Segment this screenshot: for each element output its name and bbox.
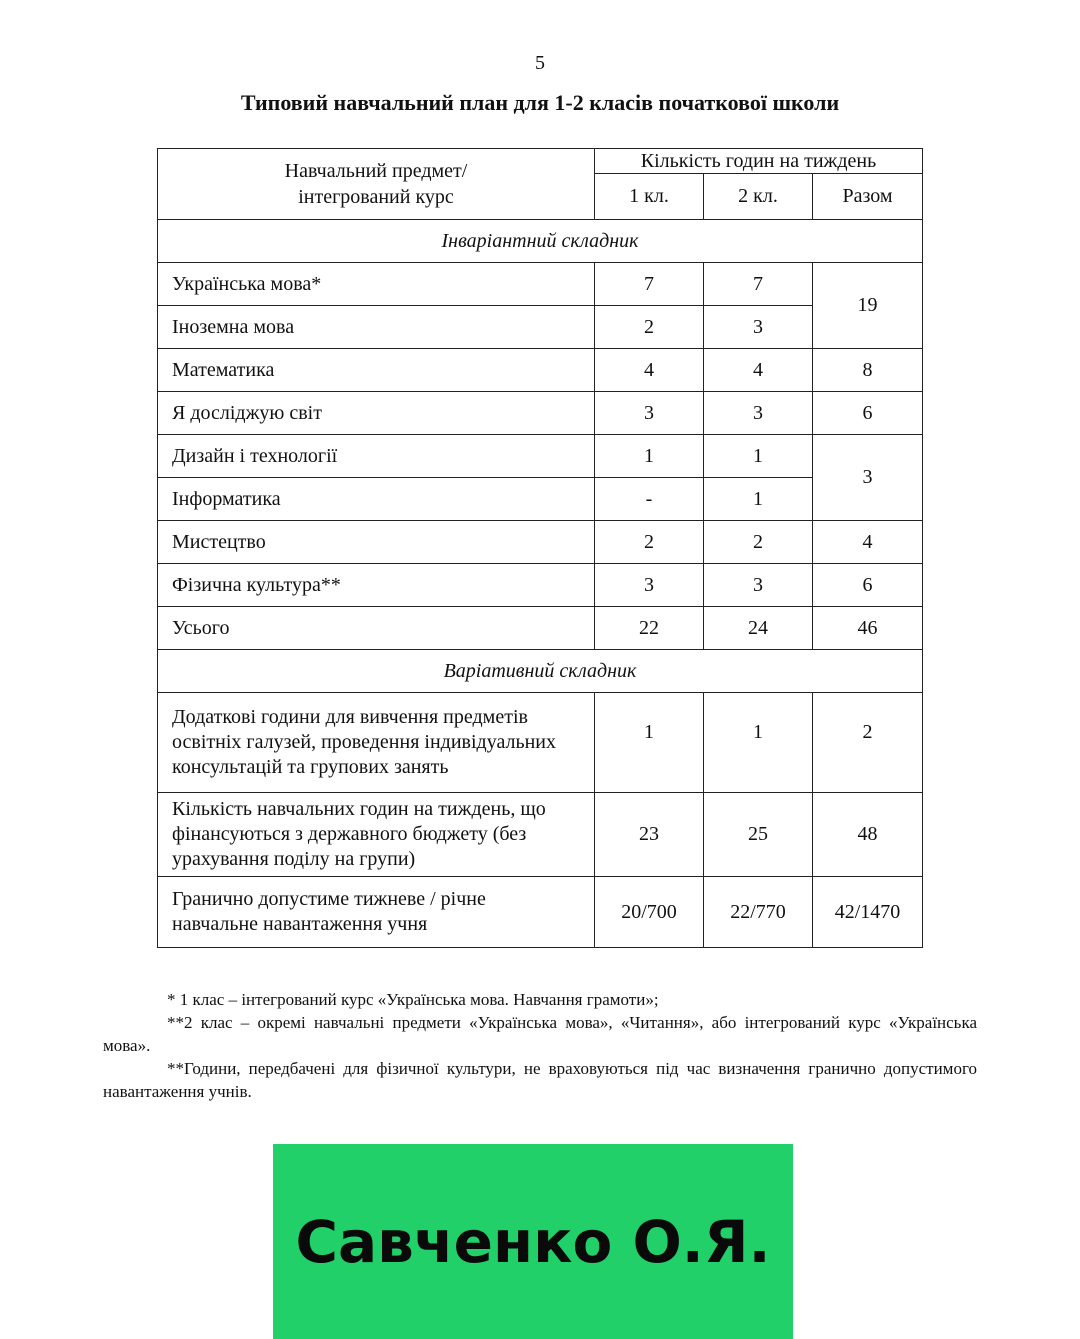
grade-1-cell: 1 [595, 693, 704, 793]
author-banner [273, 1144, 793, 1339]
footnote-1: * 1 клас – інтегрований курс «Українська мова. Навчання грамоти»; [167, 990, 659, 1009]
header-subject [158, 149, 595, 220]
table-row [158, 392, 923, 435]
table-row-total [158, 607, 923, 650]
subject-cell: Іноземна мова [158, 306, 595, 349]
subject-line: Додаткові години для вивчення предметів [172, 706, 528, 728]
subject-line: освітніх галузей, проведення індивідуальних [172, 731, 557, 753]
grade-2-cell: 3 [704, 564, 813, 607]
grade-1-cell: 4 [595, 349, 704, 392]
grade-1-cell: 7 [595, 263, 704, 306]
subject-cell: Дизайн і технології [158, 435, 595, 478]
table-row [158, 521, 923, 564]
subject-line: навчальне навантаження учня [172, 913, 428, 935]
subject-cell: Мистецтво [158, 521, 595, 564]
grade-1-cell: 20/700 [595, 877, 704, 948]
grade-2-cell: 24 [704, 607, 813, 650]
table-row [158, 478, 923, 521]
header-subject-line1: Навчальний предмет/ [284, 160, 468, 182]
grade-1-cell: 2 [595, 306, 704, 349]
table-row [158, 793, 923, 877]
grade-1-cell: 23 [595, 793, 704, 877]
grade-2-cell: 1 [704, 478, 813, 521]
footnote-3: **Години, передбачені для фізичної культури, не враховуються під час визначення гранично допустимого навантаження учнів. [103, 1059, 977, 1101]
subject-cell: Інформатика [158, 478, 595, 521]
total-cell: 3 [813, 435, 923, 521]
table-row [158, 564, 923, 607]
subject-line: консультацій та групових занять [172, 756, 449, 778]
table-row [158, 263, 923, 306]
total-cell: 4 [813, 521, 923, 564]
total-cell: 8 [813, 349, 923, 392]
table-row [158, 693, 923, 793]
subject-line: урахування поділу на групи) [172, 848, 416, 870]
table-row [158, 435, 923, 478]
subject-cell [158, 793, 595, 877]
grade-1-cell: 22 [595, 607, 704, 650]
table-row [158, 877, 923, 948]
header-hours: Кількість годин на тиждень [595, 149, 923, 174]
total-cell: 42/1470 [813, 877, 923, 948]
grade-2-cell: 4 [704, 349, 813, 392]
footnote-2: **2 клас – окремі навчальні предмети «Українська мова», «Читання», або інтегрований курс «Українська мова». [103, 1013, 977, 1055]
total-cell: 19 [813, 263, 923, 349]
total-cell: 46 [813, 607, 923, 650]
section-variative: Варіативний складник [158, 650, 923, 693]
subject-line: Гранично допустиме тижневе / річне [172, 888, 486, 910]
subject-cell [158, 693, 595, 793]
grade-2-cell: 1 [704, 693, 813, 793]
grade-2-cell: 3 [704, 306, 813, 349]
header-grade-1: 1 кл. [595, 174, 704, 220]
grade-2-cell: 25 [704, 793, 813, 877]
author-name: Савченко О.Я. [295, 1207, 771, 1276]
header-total: Разом [813, 174, 923, 220]
grade-2-cell: 1 [704, 435, 813, 478]
page-number: 5 [535, 52, 545, 74]
subject-cell: Я досліджую світ [158, 392, 595, 435]
grade-1-cell: 3 [595, 564, 704, 607]
total-cell: 48 [813, 793, 923, 877]
subject-line: фінансуються з державного бюджету (без [172, 823, 527, 845]
subject-cell: Фізична культура** [158, 564, 595, 607]
subject-cell [158, 877, 595, 948]
footnotes [103, 988, 977, 1103]
subject-cell: Українська мова* [158, 263, 595, 306]
grade-1-cell: 3 [595, 392, 704, 435]
grade-1-cell: 2 [595, 521, 704, 564]
grade-2-cell: 2 [704, 521, 813, 564]
total-cell: 6 [813, 564, 923, 607]
grade-2-cell: 22/770 [704, 877, 813, 948]
total-cell: 2 [813, 693, 923, 793]
header-grade-2: 2 кл. [704, 174, 813, 220]
subject-cell: Усього [158, 607, 595, 650]
section-invariant: Інваріантний складник [158, 220, 923, 263]
header-subject-line2: інтегрований курс [298, 186, 454, 208]
grade-1-cell: 1 [595, 435, 704, 478]
table-row [158, 306, 923, 349]
subject-line: Кількість навчальних годин на тиждень, що [172, 798, 546, 820]
grade-2-cell: 7 [704, 263, 813, 306]
document-title: Типовий навчальний план для 1-2 класів початкової школи [240, 90, 840, 115]
total-cell: 6 [813, 392, 923, 435]
grade-1-cell: - [595, 478, 704, 521]
subject-cell: Математика [158, 349, 595, 392]
table-row [158, 349, 923, 392]
curriculum-table [157, 148, 923, 948]
grade-2-cell: 3 [704, 392, 813, 435]
